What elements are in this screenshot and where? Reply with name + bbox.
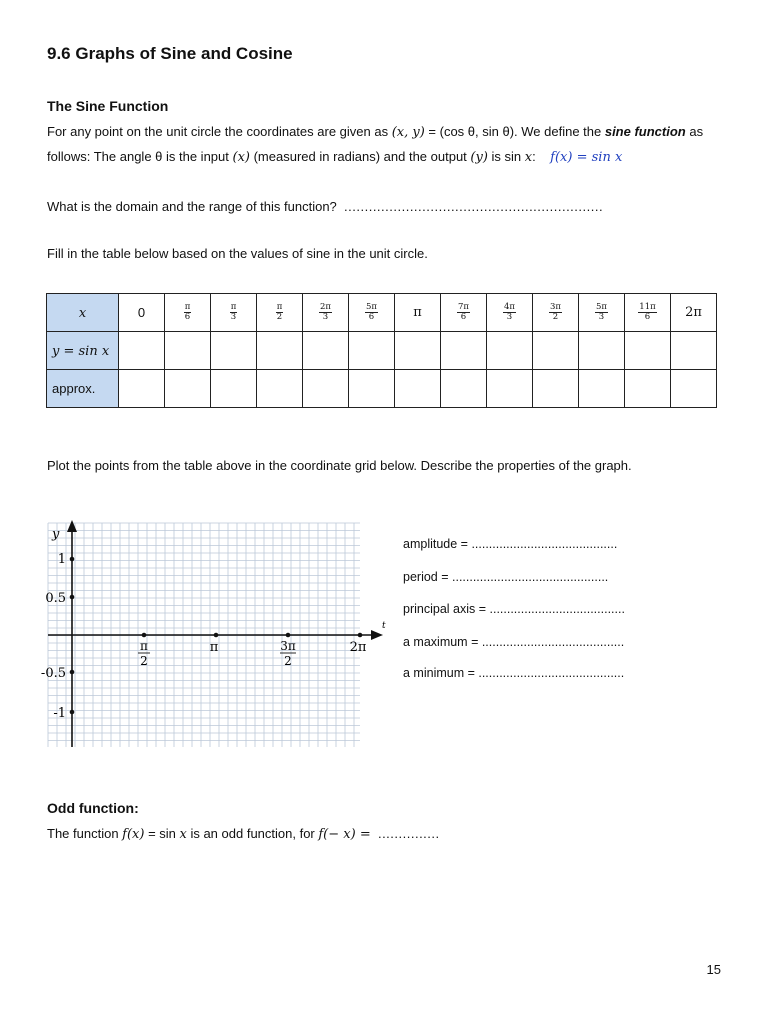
answer-cell[interactable]: [211, 332, 257, 370]
row-label-x: x: [47, 294, 119, 332]
x-tick-point: [358, 633, 363, 638]
header-cell: 0: [119, 294, 165, 332]
answer-cell[interactable]: [579, 332, 625, 370]
definition-line-1: For any point on the unit circle the coordinates are given as (x, y) = (cos θ, sin θ). We define the sine function as: [47, 124, 704, 140]
answer-dots: ...............................................................: [344, 199, 604, 214]
row-label-sin: y = sin x: [47, 332, 119, 370]
y-tick-point: [70, 710, 75, 715]
x-axis-arrow: [371, 630, 383, 640]
header-cell: $\frac{5\pi}{6}$: [349, 294, 395, 332]
answer-cell[interactable]: [211, 370, 257, 408]
answer-dots: ...............: [377, 826, 440, 841]
domain-range-question: What is the domain and the range of this function? ...............................................................: [47, 199, 604, 214]
header-cell: $\frac{\pi}{3}$: [211, 294, 257, 332]
answer-cell[interactable]: [487, 370, 533, 408]
page-title: 9.6 Graphs of Sine and Cosine: [47, 44, 293, 63]
odd-function-heading: Odd function:: [47, 800, 139, 816]
y-tick-point: [70, 670, 75, 675]
answer-cell[interactable]: [303, 370, 349, 408]
y-tick-label: -0.5: [40, 666, 66, 681]
principal-axis-line: principal axis = .......................................: [403, 602, 625, 616]
x-tick-label-num: π: [140, 639, 148, 653]
x-tick-label-num: 3π: [280, 639, 296, 653]
table-row: [47, 370, 717, 408]
y-tick-label: 0.5: [45, 591, 66, 606]
answer-cell[interactable]: [119, 332, 165, 370]
answer-cell[interactable]: [533, 332, 579, 370]
answer-cell[interactable]: [441, 370, 487, 408]
header-cell: $\frac{5\pi}{3}$: [579, 294, 625, 332]
header-cell: $\frac{3\pi}{2}$: [533, 294, 579, 332]
x-tick-label: π: [209, 640, 219, 655]
table-row: [47, 332, 717, 370]
answer-cell[interactable]: [165, 332, 211, 370]
y-tick-label: -1: [53, 706, 66, 721]
coordinate-grid[interactable]: [30, 515, 390, 755]
header-cell: $\frac{\pi}{2}$: [257, 294, 303, 332]
answer-cell[interactable]: [533, 370, 579, 408]
answer-cell[interactable]: [395, 332, 441, 370]
y-tick-label: 1: [57, 552, 66, 567]
definition-line-2: follows: The angle θ is the input (x) (measured in radians) and the output (y) is sin x: f(x) = sin x: [47, 149, 623, 165]
sine-definition-paragraph: [47, 120, 737, 170]
header-cell: $\frac{2\pi}{3}$: [303, 294, 349, 332]
sine-formula: f(x) = sin x: [550, 150, 623, 165]
sine-values-table: [46, 293, 717, 408]
header-cell: π: [395, 294, 441, 332]
x-tick-label: 2π: [349, 640, 367, 655]
answer-cell[interactable]: [349, 370, 395, 408]
answer-cell[interactable]: [257, 332, 303, 370]
header-cell: 2π: [671, 294, 717, 332]
y-axis-label: y: [52, 527, 60, 542]
x-tick-label-den: 2: [140, 654, 148, 668]
x-axis-label: t: [382, 621, 386, 631]
table-instruction: Fill in the table below based on the values of sine in the unit circle.: [47, 246, 428, 261]
answer-cell[interactable]: [671, 370, 717, 408]
odd-function-text: The function f(x) = sin x is an odd function, for f(− x) = ...............: [47, 826, 440, 842]
x-tick-point: [214, 633, 219, 638]
x-tick-label-den: 2: [284, 654, 292, 668]
answer-cell[interactable]: [441, 332, 487, 370]
maximum-line: a maximum = .........................................: [403, 635, 625, 649]
header-cell: $\frac{\pi}{6}$: [165, 294, 211, 332]
answer-cell[interactable]: [625, 370, 671, 408]
answer-cell[interactable]: [395, 370, 441, 408]
answer-cell[interactable]: [579, 370, 625, 408]
answer-cell[interactable]: [349, 332, 395, 370]
answer-cell[interactable]: [487, 332, 533, 370]
y-axis-arrow: [67, 520, 77, 532]
answer-cell[interactable]: [165, 370, 211, 408]
period-line: period = .............................................: [403, 570, 609, 584]
header-cell: $\frac{4\pi}{3}$: [487, 294, 533, 332]
sine-function-heading: The Sine Function: [47, 98, 169, 114]
answer-cell[interactable]: [257, 370, 303, 408]
table-row: [47, 294, 717, 332]
x-tick-point: [286, 633, 291, 638]
page-number: 15: [706, 962, 721, 977]
header-cell: $\frac{7\pi}{6}$: [441, 294, 487, 332]
header-cell: $\frac{11\pi}{6}$: [625, 294, 671, 332]
minimum-line: a minimum = ..........................................: [403, 666, 625, 680]
y-tick-point: [70, 557, 75, 562]
x-tick-point: [142, 633, 147, 638]
row-label-approx: approx.: [47, 370, 119, 408]
answer-cell[interactable]: [303, 332, 349, 370]
y-tick-point: [70, 595, 75, 600]
answer-cell[interactable]: [671, 332, 717, 370]
amplitude-line: amplitude = ..........................................: [403, 537, 618, 551]
answer-cell[interactable]: [119, 370, 165, 408]
plot-instruction: Plot the points from the table above in the coordinate grid below. Describe the properties of the graph.: [47, 458, 632, 473]
answer-cell[interactable]: [625, 332, 671, 370]
